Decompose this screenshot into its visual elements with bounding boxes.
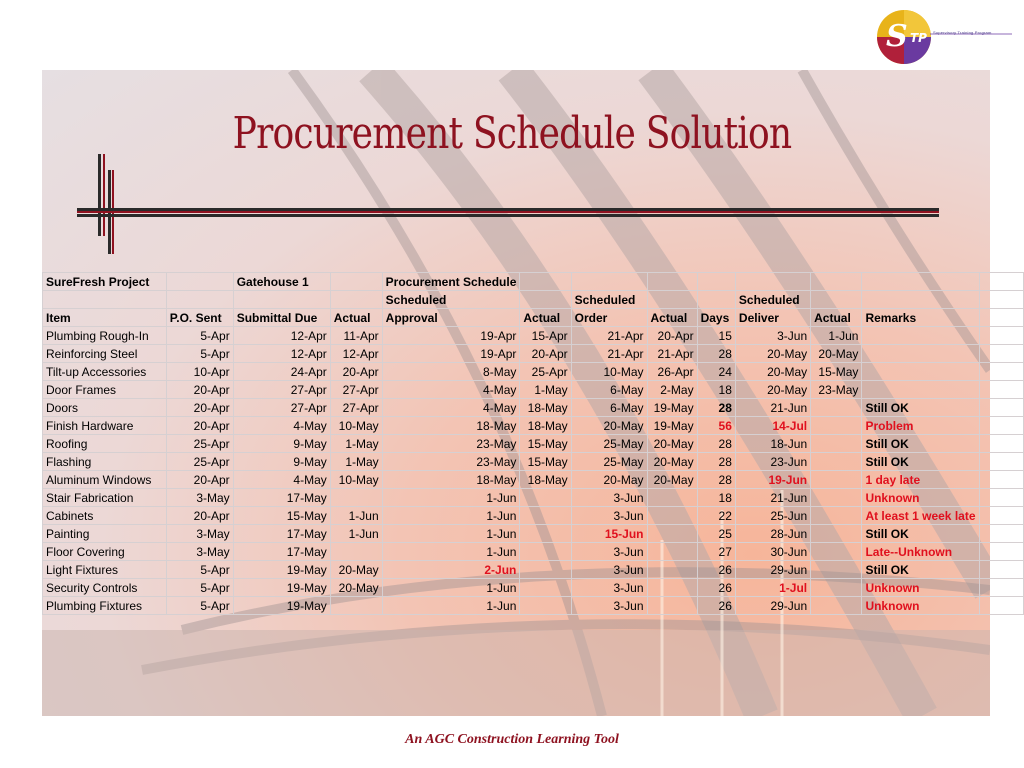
table-cell: 14-Jul bbox=[735, 417, 810, 435]
table-cell: 24 bbox=[697, 363, 735, 381]
title-underline-decoration bbox=[75, 150, 945, 260]
table-cell: 20-Apr bbox=[166, 471, 233, 489]
table-cell: 10-Apr bbox=[166, 363, 233, 381]
table-cell bbox=[862, 327, 979, 345]
table-cell: 27-Apr bbox=[233, 381, 330, 399]
table-cell: Reinforcing Steel bbox=[43, 345, 167, 363]
table-cell: 1-May bbox=[330, 453, 382, 471]
table-cell bbox=[811, 435, 862, 453]
table-cell: 28 bbox=[697, 471, 735, 489]
table-cell: 1-May bbox=[330, 435, 382, 453]
table-cell: 29-Jun bbox=[735, 561, 810, 579]
header-cell: Remarks bbox=[862, 309, 979, 327]
table-cell bbox=[520, 579, 571, 597]
table-cell: 20-May bbox=[330, 579, 382, 597]
table-cell: 20-May bbox=[571, 471, 647, 489]
header-cell: Order bbox=[571, 309, 647, 327]
page-title: Procurement Schedule Solution bbox=[232, 108, 792, 159]
table-cell: 17-May bbox=[233, 525, 330, 543]
table-cell: 19-Jun bbox=[735, 471, 810, 489]
table-cell: 23-May bbox=[382, 453, 520, 471]
table-cell: 28 bbox=[697, 453, 735, 471]
table-cell: 2-May bbox=[647, 381, 697, 399]
table-cell bbox=[811, 471, 862, 489]
table-cell: 21-Apr bbox=[571, 345, 647, 363]
table-cell: 20-May bbox=[647, 471, 697, 489]
table-cell: Flashing bbox=[43, 453, 167, 471]
header-cell bbox=[571, 273, 647, 291]
table-row bbox=[43, 345, 1024, 363]
table-cell: Light Fixtures bbox=[43, 561, 167, 579]
table-cell: 18-May bbox=[520, 399, 571, 417]
table-cell bbox=[520, 507, 571, 525]
table-cell: 27-Apr bbox=[330, 399, 382, 417]
table-cell: 20-Apr bbox=[166, 399, 233, 417]
header-cell bbox=[647, 291, 697, 309]
table-cell: 3-Jun bbox=[571, 561, 647, 579]
table-cell bbox=[520, 597, 571, 615]
table-cell: 1-Jun bbox=[382, 525, 520, 543]
table-cell: 19-May bbox=[233, 561, 330, 579]
table-cell bbox=[647, 525, 697, 543]
table-cell: 4-May bbox=[233, 471, 330, 489]
header-cell bbox=[330, 291, 382, 309]
table-cell: 4-May bbox=[233, 417, 330, 435]
table-cell: 25-Apr bbox=[166, 453, 233, 471]
table-cell: 15-Jun bbox=[571, 525, 647, 543]
header-cell bbox=[862, 291, 979, 309]
table-cell: Door Frames bbox=[43, 381, 167, 399]
table-cell bbox=[811, 399, 862, 417]
table-cell: 12-Apr bbox=[233, 327, 330, 345]
table-cell: 1-Jun bbox=[382, 597, 520, 615]
table-cell bbox=[330, 543, 382, 561]
header-cell bbox=[862, 273, 979, 291]
table-cell: 19-May bbox=[233, 579, 330, 597]
table-cell: 10-May bbox=[330, 417, 382, 435]
table-cell: Problem bbox=[862, 417, 979, 435]
table-cell: 2-Jun bbox=[382, 561, 520, 579]
table-cell: 5-Apr bbox=[166, 345, 233, 363]
header-cell: Gatehouse 1 bbox=[233, 273, 330, 291]
table-cell bbox=[811, 579, 862, 597]
table-cell: 27-Apr bbox=[233, 399, 330, 417]
table-cell: Stair Fabrication bbox=[43, 489, 167, 507]
table-cell: 20-May bbox=[735, 381, 810, 399]
table-cell: 27 bbox=[697, 543, 735, 561]
table-cell: 9-May bbox=[233, 453, 330, 471]
table-cell bbox=[330, 597, 382, 615]
table-cell bbox=[811, 561, 862, 579]
table-cell: 24-Apr bbox=[233, 363, 330, 381]
table-row bbox=[43, 399, 1024, 417]
table-row bbox=[43, 561, 1024, 579]
table-cell: 3-Jun bbox=[571, 543, 647, 561]
table-cell: Unknown bbox=[862, 579, 979, 597]
table-row bbox=[43, 489, 1024, 507]
table-cell: 15-Apr bbox=[520, 327, 571, 345]
header-cell bbox=[811, 273, 862, 291]
table-cell: At least 1 week late bbox=[862, 507, 979, 525]
header-cell: Scheduled bbox=[382, 291, 520, 309]
table-cell: Still OK bbox=[862, 525, 979, 543]
header-cell bbox=[979, 273, 1024, 291]
table-cell: 28 bbox=[697, 399, 735, 417]
table-cell: 1-Jun bbox=[811, 327, 862, 345]
table-cell bbox=[862, 363, 979, 381]
table-cell bbox=[811, 597, 862, 615]
table-cell: 20-Apr bbox=[330, 363, 382, 381]
table-cell: 18-May bbox=[382, 417, 520, 435]
table-cell: 29-Jun bbox=[735, 597, 810, 615]
table-cell: 17-May bbox=[233, 489, 330, 507]
header-cell bbox=[697, 273, 735, 291]
table-cell: Doors bbox=[43, 399, 167, 417]
table-cell: Security Controls bbox=[43, 579, 167, 597]
table-cell: 20-Apr bbox=[166, 417, 233, 435]
header-cell bbox=[520, 291, 571, 309]
table-cell: 4-May bbox=[382, 399, 520, 417]
table-row bbox=[43, 543, 1024, 561]
table-cell bbox=[979, 525, 1024, 543]
table-row bbox=[43, 507, 1024, 525]
table-cell: 25-May bbox=[571, 435, 647, 453]
stp-logo bbox=[874, 6, 1014, 68]
table-cell: 3-Jun bbox=[571, 579, 647, 597]
table-row bbox=[43, 381, 1024, 399]
header-cell: Days bbox=[697, 309, 735, 327]
table-cell bbox=[330, 489, 382, 507]
table-cell bbox=[647, 489, 697, 507]
table-cell: 18-Jun bbox=[735, 435, 810, 453]
table-cell: 20-May bbox=[571, 417, 647, 435]
table-cell bbox=[979, 579, 1024, 597]
table-cell bbox=[811, 543, 862, 561]
header-cell: Deliver bbox=[735, 309, 810, 327]
table-cell: 1-Jun bbox=[330, 507, 382, 525]
header-cell bbox=[520, 273, 571, 291]
table-cell: 15-May bbox=[520, 453, 571, 471]
table-cell: 3-Jun bbox=[571, 507, 647, 525]
table-row bbox=[43, 525, 1024, 543]
table-cell: Still OK bbox=[862, 453, 979, 471]
table-cell: 19-Apr bbox=[382, 327, 520, 345]
table-cell bbox=[811, 489, 862, 507]
table-cell: Plumbing Fixtures bbox=[43, 597, 167, 615]
header-cell bbox=[166, 273, 233, 291]
table-cell: Painting bbox=[43, 525, 167, 543]
footer-caption: An AGC Construction Learning Tool bbox=[405, 732, 619, 747]
table-cell: 27-Apr bbox=[330, 381, 382, 399]
table-cell: 23-May bbox=[811, 381, 862, 399]
table-cell: 23-May bbox=[382, 435, 520, 453]
table-cell bbox=[979, 471, 1024, 489]
schedule-table-body bbox=[43, 273, 1024, 615]
table-cell: 20-May bbox=[647, 435, 697, 453]
table-cell: Roofing bbox=[43, 435, 167, 453]
table-cell: 25 bbox=[697, 525, 735, 543]
table-cell bbox=[811, 507, 862, 525]
table-cell: 5-Apr bbox=[166, 327, 233, 345]
header-cell: Approval bbox=[382, 309, 520, 327]
table-cell bbox=[979, 453, 1024, 471]
table-row bbox=[43, 453, 1024, 471]
table-cell: 10-May bbox=[330, 471, 382, 489]
table-row bbox=[43, 471, 1024, 489]
table-row bbox=[43, 579, 1024, 597]
table-cell: 11-Apr bbox=[330, 327, 382, 345]
table-cell: Cabinets bbox=[43, 507, 167, 525]
table-cell bbox=[979, 399, 1024, 417]
table-cell: 18 bbox=[697, 381, 735, 399]
table-cell bbox=[520, 525, 571, 543]
header-cell: Submittal Due bbox=[233, 309, 330, 327]
table-cell bbox=[811, 453, 862, 471]
table-cell bbox=[979, 435, 1024, 453]
table-cell bbox=[979, 345, 1024, 363]
table-cell: 30-Jun bbox=[735, 543, 810, 561]
table-cell: Aluminum Windows bbox=[43, 471, 167, 489]
header-cell bbox=[979, 309, 1024, 327]
table-cell: Plumbing Rough-In bbox=[43, 327, 167, 345]
table-cell bbox=[647, 579, 697, 597]
header-cell: Procurement Schedule bbox=[382, 273, 520, 291]
table-cell: 20-Apr bbox=[166, 507, 233, 525]
table-cell: Still OK bbox=[862, 399, 979, 417]
table-cell bbox=[862, 345, 979, 363]
table-cell: 22 bbox=[697, 507, 735, 525]
table-cell: 20-Apr bbox=[166, 381, 233, 399]
header-cell bbox=[330, 273, 382, 291]
table-cell: Late--Unknown bbox=[862, 543, 979, 561]
table-cell: 21-Apr bbox=[571, 327, 647, 345]
table-row bbox=[43, 597, 1024, 615]
table-cell: 8-May bbox=[382, 363, 520, 381]
table-cell: 4-May bbox=[382, 381, 520, 399]
table-cell: 6-May bbox=[571, 381, 647, 399]
table-cell: 20-Apr bbox=[647, 327, 697, 345]
table-cell: 18-May bbox=[520, 471, 571, 489]
table-header-row bbox=[43, 309, 1024, 327]
table-cell bbox=[520, 561, 571, 579]
table-cell: 26-Apr bbox=[647, 363, 697, 381]
table-cell: 12-Apr bbox=[330, 345, 382, 363]
table-cell: 3-Jun bbox=[571, 489, 647, 507]
table-cell: 28-Jun bbox=[735, 525, 810, 543]
table-cell: 3-Jun bbox=[735, 327, 810, 345]
table-cell: Finish Hardware bbox=[43, 417, 167, 435]
table-cell bbox=[979, 489, 1024, 507]
header-cell bbox=[735, 273, 810, 291]
table-cell: 3-May bbox=[166, 543, 233, 561]
table-cell: 3-Jun bbox=[571, 597, 647, 615]
svg-text:S: S bbox=[886, 19, 908, 54]
table-row bbox=[43, 363, 1024, 381]
table-cell: 18-May bbox=[520, 417, 571, 435]
table-cell bbox=[647, 561, 697, 579]
table-cell: 28 bbox=[697, 345, 735, 363]
table-cell: 19-Apr bbox=[382, 345, 520, 363]
table-cell: 3-May bbox=[166, 525, 233, 543]
table-cell: 19-May bbox=[233, 597, 330, 615]
table-cell: 12-Apr bbox=[233, 345, 330, 363]
table-cell: 3-May bbox=[166, 489, 233, 507]
svg-text:TP: TP bbox=[910, 31, 927, 45]
table-cell: 18 bbox=[697, 489, 735, 507]
header-cell bbox=[979, 291, 1024, 309]
table-cell: 15 bbox=[697, 327, 735, 345]
table-cell: 1-Jun bbox=[382, 489, 520, 507]
table-cell: 15-May bbox=[233, 507, 330, 525]
table-cell: 1-Jul bbox=[735, 579, 810, 597]
table-header-row bbox=[43, 273, 1024, 291]
table-cell bbox=[811, 525, 862, 543]
table-cell: 26 bbox=[697, 597, 735, 615]
table-cell bbox=[647, 597, 697, 615]
table-cell: 28 bbox=[697, 435, 735, 453]
table-cell bbox=[979, 363, 1024, 381]
table-cell bbox=[862, 381, 979, 399]
table-cell: 20-Apr bbox=[520, 345, 571, 363]
table-cell: 1-Jun bbox=[382, 507, 520, 525]
header-cell: Actual bbox=[647, 309, 697, 327]
header-cell: Actual bbox=[330, 309, 382, 327]
header-cell: SureFresh Project bbox=[43, 273, 167, 291]
table-cell: Floor Covering bbox=[43, 543, 167, 561]
header-cell: P.O. Sent bbox=[166, 309, 233, 327]
header-cell bbox=[166, 291, 233, 309]
table-cell: 21-Apr bbox=[647, 345, 697, 363]
table-cell: Still OK bbox=[862, 435, 979, 453]
table-cell bbox=[647, 507, 697, 525]
table-cell: 20-May bbox=[811, 345, 862, 363]
header-cell bbox=[697, 291, 735, 309]
header-cell bbox=[233, 291, 330, 309]
table-cell: 1 day late bbox=[862, 471, 979, 489]
table-cell bbox=[520, 543, 571, 561]
table-cell: 20-May bbox=[330, 561, 382, 579]
table-cell bbox=[979, 543, 1024, 561]
table-row bbox=[43, 417, 1024, 435]
header-cell: Actual bbox=[520, 309, 571, 327]
logo-caption: Supervisory Training Program bbox=[933, 30, 992, 35]
header-cell: Item bbox=[43, 309, 167, 327]
table-cell: 15-May bbox=[811, 363, 862, 381]
table-cell bbox=[811, 417, 862, 435]
header-cell: Scheduled bbox=[735, 291, 810, 309]
table-row bbox=[43, 327, 1024, 345]
table-cell: 25-Apr bbox=[166, 435, 233, 453]
table-cell: 21-Jun bbox=[735, 399, 810, 417]
table-cell: 20-May bbox=[735, 363, 810, 381]
table-header-row bbox=[43, 291, 1024, 309]
table-cell: 18-May bbox=[382, 471, 520, 489]
table-cell: 1-Jun bbox=[382, 579, 520, 597]
table-cell: 1-Jun bbox=[330, 525, 382, 543]
header-cell bbox=[811, 291, 862, 309]
table-cell: 6-May bbox=[571, 399, 647, 417]
table-cell bbox=[647, 543, 697, 561]
table-cell: 1-Jun bbox=[382, 543, 520, 561]
table-row bbox=[43, 435, 1024, 453]
header-cell: Actual bbox=[811, 309, 862, 327]
table-cell: 10-May bbox=[571, 363, 647, 381]
table-cell: 20-May bbox=[647, 453, 697, 471]
table-cell: 56 bbox=[697, 417, 735, 435]
table-cell: 20-May bbox=[735, 345, 810, 363]
table-cell: 26 bbox=[697, 579, 735, 597]
table-cell: 19-May bbox=[647, 417, 697, 435]
table-cell: 5-Apr bbox=[166, 561, 233, 579]
header-cell bbox=[43, 291, 167, 309]
table-cell bbox=[979, 381, 1024, 399]
table-cell: Unknown bbox=[862, 597, 979, 615]
table-cell bbox=[979, 507, 1024, 525]
table-cell: Still OK bbox=[862, 561, 979, 579]
header-cell: Scheduled bbox=[571, 291, 647, 309]
table-cell: 17-May bbox=[233, 543, 330, 561]
table-cell: 5-Apr bbox=[166, 579, 233, 597]
table-cell: 25-Jun bbox=[735, 507, 810, 525]
table-cell bbox=[979, 561, 1024, 579]
table-cell bbox=[979, 597, 1024, 615]
table-cell: 26 bbox=[697, 561, 735, 579]
table-cell bbox=[979, 417, 1024, 435]
table-cell bbox=[520, 489, 571, 507]
table-cell: 15-May bbox=[520, 435, 571, 453]
table-cell: 25-Apr bbox=[520, 363, 571, 381]
table-cell: 5-Apr bbox=[166, 597, 233, 615]
table-cell bbox=[979, 327, 1024, 345]
table-cell: 9-May bbox=[233, 435, 330, 453]
table-cell: 21-Jun bbox=[735, 489, 810, 507]
header-cell bbox=[647, 273, 697, 291]
table-cell: 1-May bbox=[520, 381, 571, 399]
table-cell: Tilt-up Accessories bbox=[43, 363, 167, 381]
table-cell: 23-Jun bbox=[735, 453, 810, 471]
procurement-schedule-table bbox=[42, 272, 1024, 615]
table-cell: 19-May bbox=[647, 399, 697, 417]
table-cell: Unknown bbox=[862, 489, 979, 507]
table-cell: 25-May bbox=[571, 453, 647, 471]
